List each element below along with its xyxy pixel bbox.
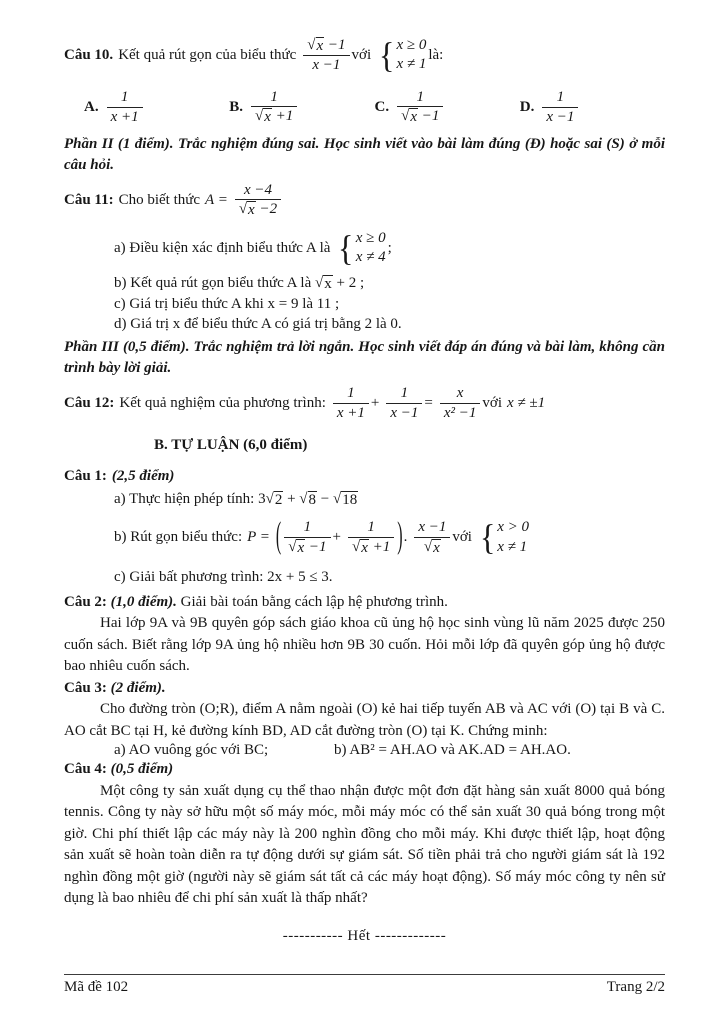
close-paren: ) [397,516,403,556]
question-11-intro: Cho biết thức [118,191,201,208]
brace-glyph: { [379,34,395,75]
condition-rows [356,229,386,268]
question-3-label: Câu 3: [64,679,107,696]
exam-code: Mã đề 102 [64,979,129,995]
fraction-numerator: x [440,384,481,404]
fraction-denominator: x² −1 [443,404,477,421]
fraction-numerator: 1 [542,88,578,108]
open-paren: ( [275,516,282,556]
option-d [520,88,665,127]
question-12-intro: Kết quả nghiệm của phương trình: [119,394,326,411]
item-b-fraction-2 [348,518,394,557]
question-1-item-a: a) Thực hiện phép tính: 3 √ 2 + √ 8 − √ 18 [114,491,358,509]
fraction-numerator: 1 [348,518,394,538]
fraction-numerator: 1 [251,88,297,108]
fraction-numerator: 1 [333,384,369,404]
option-c-fraction [397,88,443,127]
item-b-fraction-1 [284,518,330,557]
question-10-intro: Kết quả rút gọn của biểu thức [118,46,297,63]
option-a-key: A. [84,98,99,115]
fraction-numerator: 1 [107,88,143,108]
question-10-fraction [303,36,349,75]
question-3-item-b: b) AB² = AH.AO và AK.AD = AH.AO. [334,742,571,758]
question-4-label: Câu 4: [64,761,107,777]
item-b-lhs: P = [247,529,270,545]
condition-rows [396,36,426,75]
condition-1: x ≥ 0 [355,229,386,246]
multiply-dot: . [403,529,408,545]
condition-2: x ≠ 1 [497,538,528,555]
fraction-denominator: √ x [423,538,440,556]
brace-glyph: { [338,227,354,268]
question-12-fraction-1 [333,384,369,423]
question-4-body: Một công ty sản xuất dụng cụ thể thao nhận được một đơn đặt hàng sản xuất 8000 quả bóng tennis. Công ty này sở hữu một số máy móc, mỗi máy móc có thể sản xuất 30 quả bóng trong một giờ. Chi phí thiết lập các máy này là 200 nghìn đồng cho mỗi máy. Khi được thiết lập, hoạt động sản xuất sẽ hoàn toàn diễn ra tự động dưới sự giám sát. Số tiền phải trả cho người giám sát là 192 nghìn đồng một giờ (người này sẽ giám sát tất cả các máy hoạt động). Số máy móc công ty nên sử dụng là bao nhiêu để chi phí sản xuất là thấp nhất? [64,782,665,906]
question-11 [64,176,665,224]
item-a-text: a) Điều kiện xác định biểu thức A là [114,239,331,256]
part-2-heading: Phần II (1 điểm). Trắc nghiệm đúng sai. Học sinh viết vào bài làm đúng (Đ) hoặc sai (S) ở mỗi câu hỏi. [64,136,665,173]
fraction-denominator: x +1 [110,108,139,125]
fraction-denominator: x −1 [546,108,575,125]
question-10-label: Câu 10. [64,46,114,63]
fraction-numerator: 1 [397,88,443,108]
question-3-heading [64,678,665,700]
item-b-fraction-3 [414,518,450,557]
question-11-label: Câu 11: [64,191,114,208]
option-b-fraction [251,88,297,127]
with-word: với [452,529,472,545]
question-12-label: Câu 12: [64,394,115,411]
item-a-conditions [337,229,385,268]
question-11-item-b: b) Kết quả rút gọn biểu thức A là √ x + 2 ; [114,275,365,292]
question-3-items [114,742,665,759]
option-d-key: D. [519,98,535,115]
fraction-denominator: √ x −1 [401,108,440,126]
question-3-item-a: a) AO vuông góc với BC; [114,742,269,758]
question-12 [64,379,665,427]
option-b-key: B. [229,98,244,115]
with-word: với [351,46,372,63]
fraction-denominator: x −1 [312,56,341,73]
fraction-denominator: √ x +1 [255,108,294,126]
fraction-denominator: √ x +1 [351,538,391,556]
option-b [229,88,374,127]
question-2-heading [64,592,665,614]
option-a-fraction [107,88,143,127]
question-2-body: Hai lớp 9A và 9B quyên góp sách giáo khoa cũ ủng hộ học sinh vùng lũ năm 2025 được 250 cuốn sách. Biết rằng lớp 9A ủng hộ nhiều hơn 9B 30 cuốn. Hỏi mỗi lớp đã quyên góp ủng hộ được bao nhiêu cuốn sách. [64,615,665,674]
question-12-fraction-3 [440,384,481,423]
option-d-fraction [542,88,578,127]
question-4-heading [64,759,665,781]
item-b-text: b) Rút gọn biểu thức: [114,529,243,545]
fraction-denominator: x −1 [390,404,419,421]
fraction-numerator: 1 [386,384,422,404]
end-mark: ----------- Hết ------------- [282,927,447,944]
question-1-item-b [114,510,665,566]
fraction-numerator: 1 [284,518,330,538]
question-2-label: Câu 2: [64,593,107,610]
question-12-fraction-2 [386,384,422,423]
condition-1: x ≥ 0 [396,36,427,53]
equals-sign: = [424,394,433,411]
question-4-points: (0,5 điểm) [110,761,174,777]
question-12-condition: x ≠ ±1 [507,394,546,411]
question-11-lhs: A = [205,191,228,208]
fraction-denominator: √ x −1 [288,538,327,556]
question-11-item-c: c) Giá trị biểu thức A khi x = 9 là 11 ; [114,296,340,313]
condition-2: x ≠ 4 [355,249,386,265]
section-b-heading: B. TỰ LUẬN (6,0 điểm) [154,437,308,454]
question-10-conditions [378,36,426,75]
item-a-tail: ; [387,239,392,256]
option-c [375,88,520,127]
plus-sign: + [332,529,341,545]
fraction-numerator: x −1 [414,518,450,538]
question-3-points: (2 điểm). [110,679,166,696]
question-1-heading [64,468,665,485]
question-10 [64,30,665,80]
item-b-conditions [479,518,529,557]
condition-rows [497,518,529,557]
question-1-points: (2,5 điểm) [111,468,175,485]
question-11-item-d: d) Giá trị x để biểu thức A có giá trị bằng 2 là 0. [114,316,402,333]
plus-sign: + [370,394,380,411]
question-2-points: (1,0 điểm). [110,593,177,610]
question-1-item-c: c) Giải bất phương trình: 2x + 5 ≤ 3. [114,568,333,585]
fraction-denominator: √ x −2 [238,201,278,219]
option-a [84,88,229,127]
question-2-intro: Giải bài toán bằng cách lập hệ phương trình. [180,593,448,610]
part-3-heading: Phần III (0,5 điểm). Trắc nghiệm trả lời ngắn. Học sinh viết đáp án đúng và bài làm, không cần trình bày lời giải. [64,339,665,377]
page-footer [64,974,665,996]
page-number: Trang 2/2 [606,979,665,995]
fraction-numerator: √ x −1 [303,36,349,56]
question-1-label: Câu 1: [64,468,107,485]
question-10-options [64,84,665,130]
brace-glyph: { [479,517,496,558]
question-11-fraction [235,181,281,220]
condition-2: x ≠ 1 [396,56,427,72]
question-3-body: Cho đường tròn (O;R), điểm A nằm ngoài (O) kẻ hai tiếp tuyến AB và AC với (O) tại B và C. AO cắt BC tại H, kẻ đường kính BD, AD cắt đường tròn (O) tại K. Chứng minh: [64,701,665,739]
fraction-denominator: x +1 [336,404,365,421]
question-11-item-a [114,224,665,272]
question-10-tail: là: [428,46,444,63]
fraction-numerator: x −4 [235,181,281,201]
condition-1: x > 0 [497,519,530,535]
option-c-key: C. [374,98,390,115]
with-word: với [482,394,502,411]
